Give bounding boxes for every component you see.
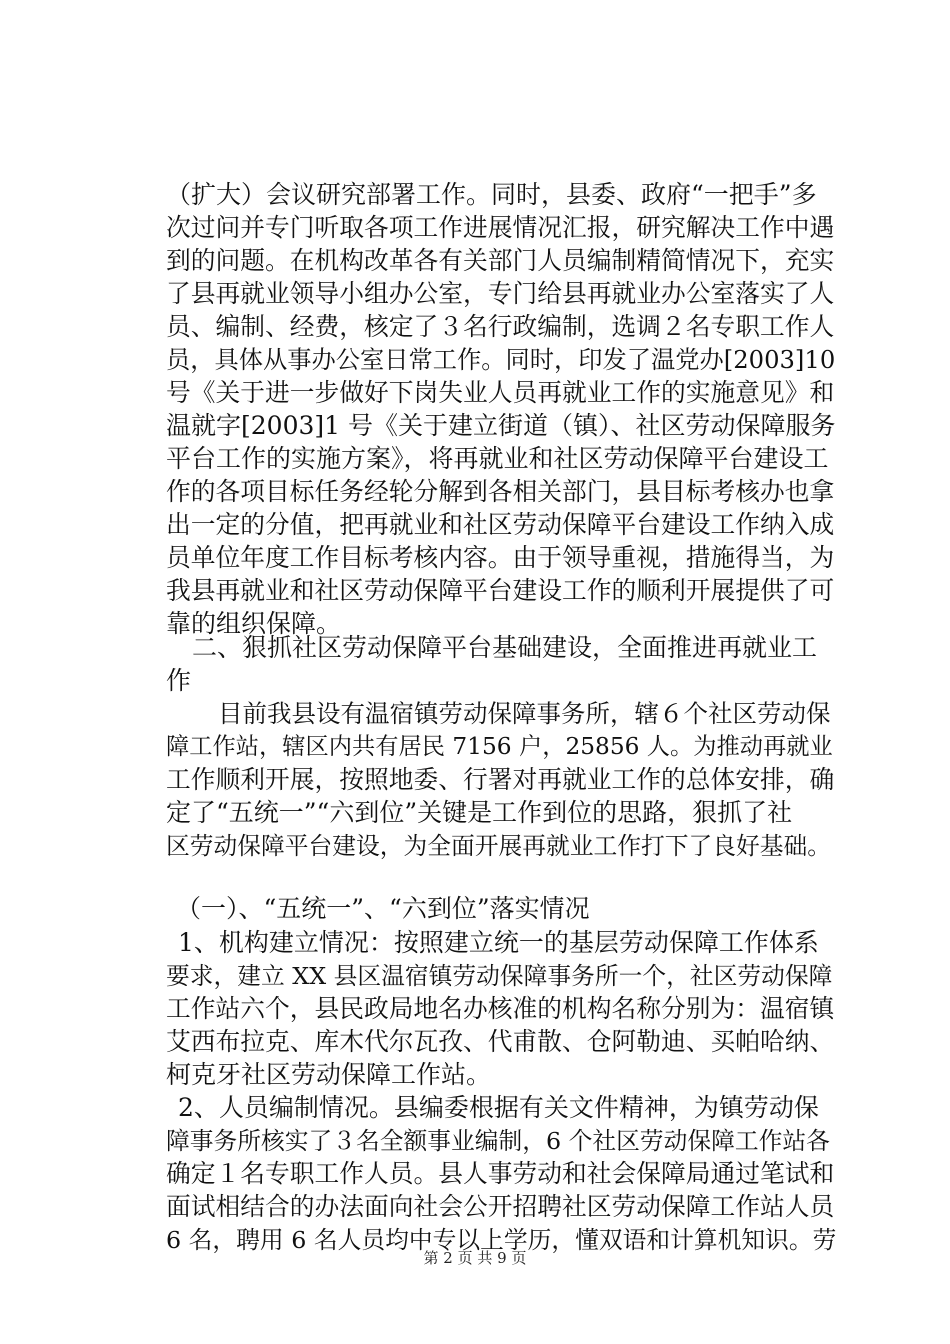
body-line: 6 名，聘用 6 名人员均中专以上学历，懂双语和计算机知识。劳: [166, 1226, 837, 1254]
body-line: 2、人员编制情况。县编委根据有关文件精神，为镇劳动保: [178, 1093, 819, 1122]
body-line: 区劳动保障平台建设，为全面开展再就业工作打下了良好基础。: [166, 832, 832, 860]
body-line: 了县再就业领导小组办公室，专门给县再就业办公室落实了人: [166, 279, 835, 308]
body-line: 平台工作的实施方案》，将再就业和社区劳动保障平台建设工: [166, 444, 829, 473]
body-line: 艾西布拉克、库木代尔瓦孜、代甫散、仓阿勒迪、买帕哈纳、: [166, 1027, 835, 1056]
body-line: 工作顺利开展，按照地委、行署对再就业工作的总体安排，确: [166, 765, 835, 794]
body-line: 面试相结合的办法面向社会公开招聘社区劳动保障工作站人员: [166, 1192, 835, 1221]
body-line: 障事务所核实了３名全额事业编制，6 个社区劳动保障工作站各: [166, 1127, 830, 1155]
body-line: 我县再就业和社区劳动保障平台建设工作的顺利开展提供了可: [166, 576, 835, 605]
body-line: 到的问题。在机构改革各有关部门人员编制精简情况下，充实: [166, 246, 835, 275]
body-line: 作的各项目标任务经轮分解到各相关部门，县目标考核办也拿: [166, 477, 835, 506]
section-heading: 二、狠抓社区劳动保障平台基础建设，全面推进再就业工: [192, 633, 818, 662]
body-line: （扩大）会议研究部署工作。同时，县委、政府“一把手”多: [166, 180, 817, 209]
body-line: 1、机构建立情况：按照建立统一的基层劳动保障工作体系: [178, 928, 819, 957]
body-line: 号《关于进一步做好下岗失业人员再就业工作的实施意见》和: [166, 378, 835, 407]
body-line: 温就字[2003]1 号《关于建立街道（镇）、社区劳动保障服务: [166, 411, 836, 440]
section-heading: 作: [166, 666, 192, 695]
body-line: 目前我县设有温宿镇劳动保障事务所，辖６个社区劳动保: [218, 699, 831, 728]
body-line: 次过问并专门听取各项工作进展情况汇报，研究解决工作中遇: [166, 213, 835, 242]
body-line: 员，具体从事办公室日常工作。同时，印发了温党办[2003]10: [166, 345, 836, 374]
body-line: 定了“五统一”“六到位”关键是工作到位的思路，狠抓了社: [166, 798, 793, 827]
body-line: 员、编制、经费，核定了３名行政编制，选调２名专职工作人: [166, 312, 835, 341]
body-line: 靠的组织保障。: [166, 609, 342, 638]
body-line: 要求，建立 XX 县区温宿镇劳动保障事务所一个，社区劳动保障: [166, 962, 833, 990]
body-line: 障工作站，辖区内共有居民 7156 户，25856 人。为推动再就业: [166, 733, 833, 760]
page-number-footer: 第 2 页 共 9 页: [423, 1249, 527, 1267]
body-line: 柯克牙社区劳动保障工作站。: [166, 1060, 492, 1089]
body-line: 员单位年度工作目标考核内容。由于领导重视，措施得当，为: [166, 543, 835, 572]
body-line: 工作站六个，县民政局地名办核准的机构名称分别为：温宿镇: [166, 994, 835, 1023]
subsection-heading: （一）、“五统一”、“六到位”落实情况: [176, 894, 590, 923]
body-line: 确定１名专职工作人员。县人事劳动和社会保障局通过笔试和: [166, 1159, 835, 1188]
body-line: 出一定的分值，把再就业和社区劳动保障平台建设工作纳入成: [166, 510, 835, 539]
